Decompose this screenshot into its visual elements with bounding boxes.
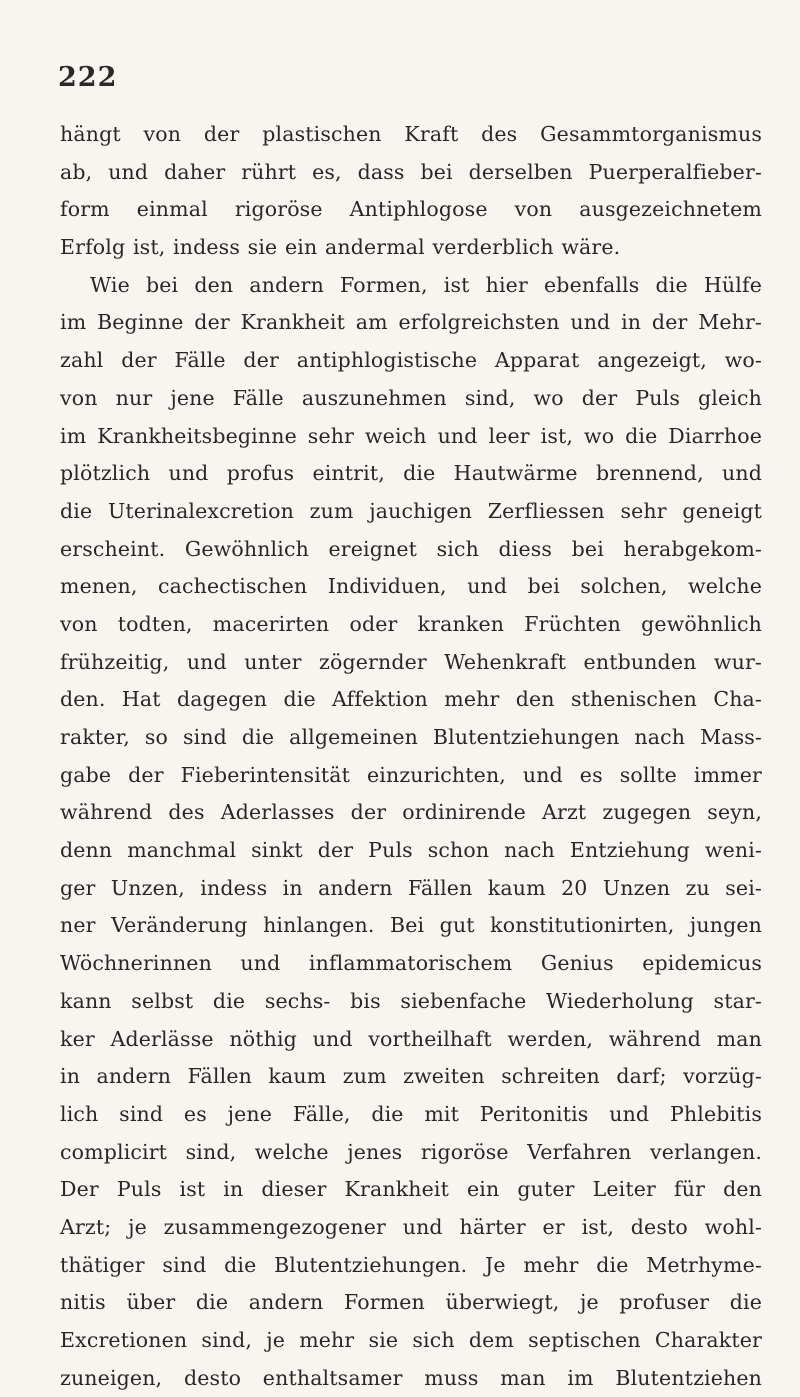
text-line: Arzt; je zusammengezogener und härter er ist, desto wohl- xyxy=(60,1214,762,1239)
text-line: Der Puls ist in dieser Krankheit ein guter Leiter für den xyxy=(60,1177,762,1202)
text-line: form einmal rigoröse Antiphlogose von ausgezeichnetem xyxy=(60,197,762,222)
text-line: kann selbst die sechs- bis siebenfache Wiederholung star- xyxy=(60,988,762,1013)
text-line: ab, und daher rührt es, dass bei derselben Puerperalfieber- xyxy=(60,159,762,184)
text-line: ger Unzen, indess in andern Fällen kaum 20 Unzen zu sei- xyxy=(60,875,762,900)
text-line: in andern Fällen kaum zum zweiten schreiten darf; vorzüg- xyxy=(60,1064,762,1089)
text-line: im Beginne der Krankheit am erfolgreichsten und in der Mehr- xyxy=(60,310,762,335)
text-line: Excretionen sind, je mehr sie sich dem septischen Charakter xyxy=(60,1328,762,1352)
text-line: ner Veränderung hinlangen. Bei gut konstitutionirten, jungen xyxy=(60,913,762,938)
text-line: frühzeitig, und unter zögernder Wehenkraft entbunden wur- xyxy=(60,649,762,674)
text-line: von todten, macerirten oder kranken Früchten gewöhnlich xyxy=(60,611,762,636)
text-line: plötzlich und profus eintrit, die Hautwärme brennend, und xyxy=(60,461,762,486)
text-line: erscheint. Gewöhnlich ereignet sich diess bei herabgekom- xyxy=(60,536,762,561)
text-line: hängt von der plastischen Kraft des Gesammtorganismus xyxy=(60,122,762,146)
text-line: die Uterinalexcretion zum jauchigen Zerfliessen sehr geneigt xyxy=(60,498,762,523)
text-line: zahl der Fälle der antiphlogistische Apparat angezeigt, wo- xyxy=(60,348,762,373)
text-line: complicirt sind, welche jenes rigoröse Verfahren verlangen. xyxy=(60,1139,762,1164)
text-line: während des Aderlasses der ordinirende Arzt zugegen seyn, xyxy=(60,800,762,825)
text-line: thätiger sind die Blutentziehungen. Je mehr die Metrhyme- xyxy=(60,1252,762,1277)
text-line: Wöchnerinnen und inflammatorischem Genius epidemicus xyxy=(60,951,762,976)
text-line: zuneigen, desto enthaltsamer muss man im Blutentziehen xyxy=(60,1365,762,1390)
text-line: menen, cachectischen Individuen, und bei solchen, welche xyxy=(60,574,762,599)
text-line: den. Hat dagegen die Affektion mehr den sthenischen Cha- xyxy=(60,687,762,712)
text-line: Erfolg ist, indess sie ein andermal verderblich wäre. xyxy=(60,235,621,260)
text-line: im Krankheitsbeginne sehr weich und leer ist, wo die Diarrhoe xyxy=(60,423,762,448)
body-text xyxy=(60,116,762,1397)
text-line: denn manchmal sinkt der Puls schon nach Entziehung weni- xyxy=(60,838,762,863)
text-line: gabe der Fieberintensität einzurichten, und es sollte immer xyxy=(60,762,762,787)
text-line: rakter, so sind die allgemeinen Blutentziehungen nach Mass- xyxy=(60,725,762,749)
text-line: von nur jene Fälle auszunehmen sind, wo der Puls gleich xyxy=(60,385,762,410)
page-number: 222 xyxy=(58,62,118,93)
text-line: ker Aderlässe nöthig und vortheilhaft werden, während man xyxy=(60,1026,762,1051)
text-line: nitis über die andern Formen überwiegt, je profuser die xyxy=(60,1290,762,1315)
text-line: Wie bei den andern Formen, ist hier ebenfalls die Hülfe xyxy=(90,272,762,297)
text-line: lich sind es jene Fälle, die mit Peritonitis und Phlebitis xyxy=(60,1101,762,1126)
